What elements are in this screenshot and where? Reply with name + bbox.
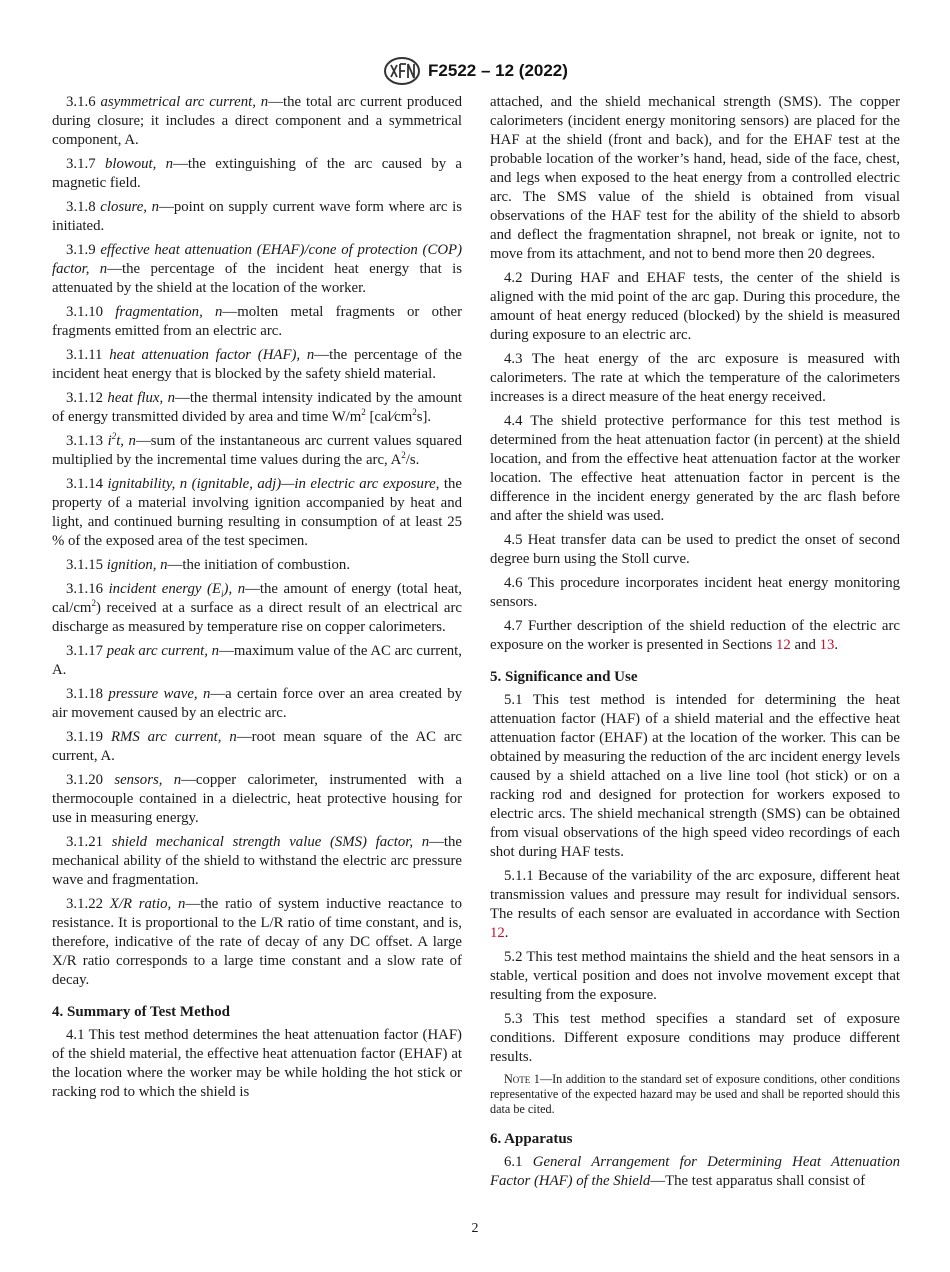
definition-3-1-14: 3.1.14 ignitability, n (ignitable, adj)—in electric arc exposure, the property of a material involving ignition accompanied by heat and light, and continued burning resulting in consumption of at least 25 % of the exposed area of the test specimen. bbox=[52, 476, 462, 549]
astm-logo-icon bbox=[382, 56, 422, 86]
right-column bbox=[490, 93, 900, 1196]
section-12-link[interactable]: 12 bbox=[776, 637, 791, 653]
section-6-heading: 6. Apparatus bbox=[490, 1131, 573, 1147]
paragraph-4-1: 4.1 This test method determines the heat attenuation factor (HAF) of the shield material, the effective heat attenuation factor (EHAF) at the location where the worker may be while holding the hot stick or racking rod to which the shield is bbox=[52, 1027, 462, 1100]
definition-3-1-8: 3.1.8 closure, n—point on supply current wave form where arc is initiated. bbox=[52, 199, 462, 234]
paragraph-4-7: 4.7 Further description of the shield reduction of the electric arc exposure on the worker is presented in Sections 12 and 13. bbox=[490, 618, 900, 653]
section-5-heading: 5. Significance and Use bbox=[490, 669, 638, 685]
paragraph-4-2: 4.2 During HAF and EHAF tests, the center of the shield is aligned with the mid point of the arc gap. During this procedure, the amount of heat energy reduced (blocked) by the shield is measured during exposure to an electric arc. bbox=[490, 270, 900, 343]
definition-3-1-21: 3.1.21 shield mechanical strength value (SMS) factor, n—the mechanical ability of the shield to withstand the electric arc pressure wave and fragmentation. bbox=[52, 834, 462, 888]
page-number: 2 bbox=[471, 1221, 479, 1236]
document-id: F2522 – 12 (2022) bbox=[428, 61, 568, 80]
paragraph-4-4: 4.4 The shield protective performance for this test method is determined from the heat attenuation factor (in percent) at the shield location, and from the effective heat attenuation factor at the worker location. The effective heat attenuation factor in percent is the difference in the incident energy generated by the arc flash before and after the shield was used. bbox=[490, 413, 900, 524]
definition-3-1-10: 3.1.10 fragmentation, n—molten metal fragments or other fragments emitted from an electric arc. bbox=[52, 304, 462, 339]
definition-3-1-17: 3.1.17 peak arc current, n—maximum value of the AC arc current, A. bbox=[52, 643, 462, 678]
definition-3-1-12: 3.1.12 heat flux, n—the thermal intensity indicated by the amount of energy transmitted divided by area and time $W/m^2$ $[cal⁄cm^2s]$. bbox=[52, 390, 463, 425]
definition-3-1-19: 3.1.19 RMS arc current, n—root mean square of the AC arc current, A. bbox=[52, 729, 462, 764]
note-1: Note 1—In addition to the standard set of exposure conditions, other conditions representative of the expected hazard may be used and shall be reported should this data be cited. bbox=[490, 1072, 900, 1116]
section-12-link[interactable]: 12 bbox=[490, 925, 505, 941]
definition-3-1-18: 3.1.18 pressure wave, n—a certain force over an area created by air movement caused by an electric arc. bbox=[52, 686, 462, 721]
paragraph-5-3: 5.3 This test method specifies a standard set of exposure conditions. Different exposure conditions may produce different results. bbox=[490, 1011, 900, 1065]
definition-3-1-6: 3.1.6 asymmetrical arc current, n—the total arc current produced during closure; it includes a direct component and a symmetrical component, A. bbox=[52, 94, 462, 148]
section-4-heading: 4. Summary of Test Method bbox=[52, 1004, 230, 1020]
paragraph-5-1: 5.1 This test method is intended for determining the heat attenuation factor (HAF) of a shield material and the effective heat attenuation factor (EHAF) at the location of the worker. This can be obtained by measuring the reduction of the arc incident energy levels caused by a shield attached on a live line tool (hot stick) or on a racking rod and designed for protection for workers exposed to electric arcs. The shield mechanical strength (SMS) can be obtained from visual observations of the high speed video recordings of each shot during HAF tests. bbox=[490, 692, 900, 860]
page-header bbox=[0, 56, 950, 86]
section-13-link[interactable]: 13 bbox=[819, 637, 835, 653]
definition-3-1-22: 3.1.22 X/R ratio, n—the ratio of system inductive reactance to resistance. It is proportional to the L/R ratio of time constant, and is, therefore, indicative of the rate of decay of any DC offset. A large X/R ratio corresponds to a large time constant and a slow rate of decay. bbox=[52, 896, 462, 988]
definition-3-1-15: 3.1.15 ignition, n—the initiation of combustion. bbox=[66, 557, 351, 573]
paragraph-4-6: 4.6 This procedure incorporates incident heat energy monitoring sensors. bbox=[490, 575, 900, 610]
left-column bbox=[52, 93, 462, 1107]
definition-3-1-11: 3.1.11 heat attenuation factor (HAF), n—the percentage of the incident heat energy that is blocked by the safety shield material. bbox=[52, 347, 462, 382]
definition-3-1-16: 3.1.16 incident energy $(E_i)$, n—the amount of energy (total heat, cal/$cm^2$) received at a surface as a direct result of an electrical arc discharge as measured by temperature rise on copper calorimeters. bbox=[52, 581, 463, 635]
definition-3-1-9: 3.1.9 effective heat attenuation (EHAF)/cone of protection (COP) factor, n—the percentage of the incident heat energy that is attenuated by the shield at the location of the worker. bbox=[52, 242, 462, 296]
paragraph-4-1-continued: attached, and the shield mechanical strength (SMS). The copper calorimeters (incident energy monitoring sensors) are placed for the HAF at the shield (front and back), and for the EHAF test at the probable location of the worker’s hand, head, side of the face, chest, and legs when exposed to the heat energy from a controlled electric arc. The SMS value of the shield is obtained from visual observations of the HAF test for the ability of the shield to absorb and deflect the fragmentation shrapnel, not break or ignite, not to move from its attachment, and not to bend more then 20 degrees. bbox=[490, 94, 900, 262]
definition-3-1-20: 3.1.20 sensors, n—copper calorimeter, instrumented with a thermocouple contained in a dielectric, heat protective housing for use in measuring energy. bbox=[52, 772, 462, 826]
definition-3-1-7: 3.1.7 blowout, n—the extinguishing of the arc caused by a magnetic field. bbox=[52, 156, 463, 191]
paragraph-4-3: 4.3 The heat energy of the arc exposure is measured with calorimeters. The rate at which the temperature of the calorimeters increases is a direct measure of the heat energy received. bbox=[490, 351, 900, 405]
definition-3-1-13: 3.1.13 $i^2t$, n—sum of the instantaneous arc current values squared multiplied by the incremental time values during the arc, $A^2/s$. bbox=[52, 431, 462, 468]
paragraph-5-2: 5.2 This test method maintains the shield and the heat sensors in a stable, vertical position and does not involve movement except that resulting from the exposure. bbox=[490, 949, 900, 1003]
paragraph-6-1: 6.1 General Arrangement for Determining Heat Attenuation Factor (HAF) of the Shield—The test apparatus shall consist of bbox=[490, 1154, 900, 1189]
paragraph-5-1-1: 5.1.1 Because of the variability of the arc exposure, different heat transmission values and pressure may result for individual sensors. The results of each sensor are evaluated in accordance with Section 12. bbox=[490, 868, 900, 941]
paragraph-4-5: 4.5 Heat transfer data can be used to predict the onset of second degree burn using the Stoll curve. bbox=[490, 532, 900, 567]
